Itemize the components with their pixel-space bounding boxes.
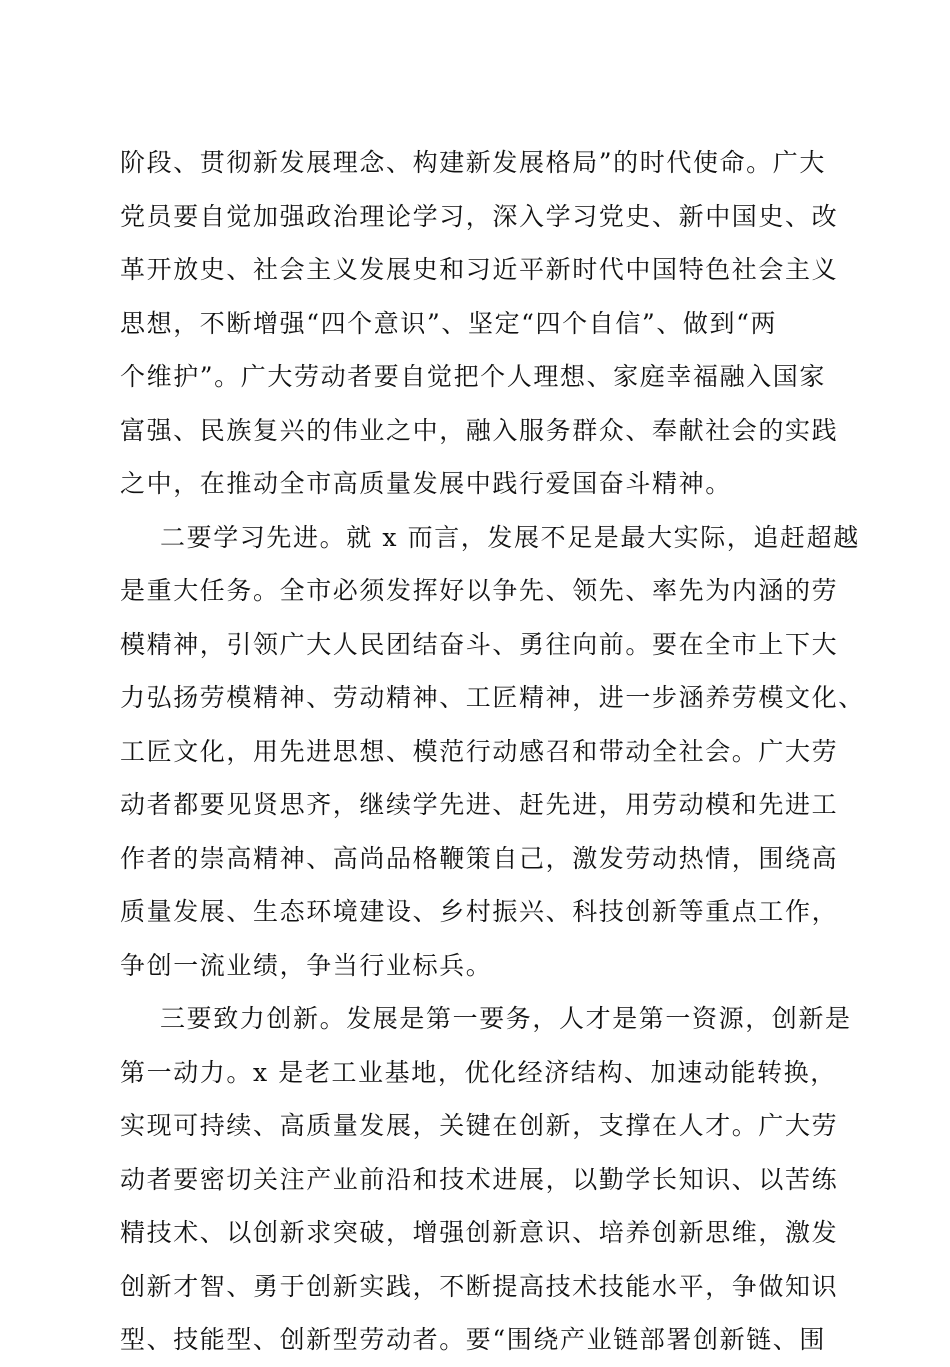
text-line: 二要学习先进。就 x 而言，发展不足是最大实际，追赶超越 — [160, 522, 860, 552]
text-line: 三要致力创新。发展是第一要务，人才是第一资源，创新是 — [160, 1004, 852, 1033]
text-line: 作者的崇高精神、高尚品格鞭策自己，激发劳动热情，围绕高 — [120, 843, 839, 873]
text-line: 工匠文化，用先进思想、模范行动感召和带动全社会。广大劳 — [120, 736, 839, 766]
text-line: 之中，在推动全市高质量发展中践行爱国奋斗精神。 — [120, 469, 732, 498]
text-line: 模精神，引领广大人民团结奋斗、勇往向前。要在全市上下大 — [120, 629, 839, 659]
text-line: 富强、民族复兴的伟业之中，融入服务群众、奉献社会的实践 — [120, 415, 839, 445]
text-line: 力弘扬劳模精神、劳动精神、工匠精神，进一步涵养劳模文化、 — [120, 683, 865, 712]
text-line: 思想，不断增强“四个意识”、坚定“四个自信”、做到“两 — [120, 308, 778, 338]
paragraph-1 — [120, 136, 839, 511]
paragraph-3 — [120, 992, 852, 1367]
text-line: 精技术、以创新求突破，增强创新意识、培养创新思维，激发 — [120, 1218, 839, 1247]
text-line: 动者要密切关注产业前沿和技术进展，以勤学长知识、以苦练 — [120, 1164, 839, 1194]
text-line: 个维护”。广大劳动者要自觉把个人理想、家庭幸福融入国家 — [120, 362, 826, 391]
text-line: 是重大任务。全市必须发挥好以争先、领先、率先为内涵的劳 — [120, 576, 839, 605]
text-line: 创新才智、勇于创新实践，不断提高技术技能水平，争做知识 — [120, 1271, 839, 1301]
text-line: 质量发展、生态环境建设、乡村振兴、科技创新等重点工作， — [120, 897, 839, 926]
text-line: 争创一流业绩，争当行业标兵。 — [120, 950, 493, 980]
text-line: 第一动力。x 是老工业基地，优化经济结构、加速动能转换， — [120, 1057, 837, 1087]
document-body — [120, 136, 865, 1367]
text-line: 型、技能型、创新型劳动者。要“围绕产业链部署创新链、围 — [120, 1325, 826, 1354]
text-line: 动者都要见贤思齐，继续学先进、赶先进，用劳动模和先进工 — [120, 790, 839, 819]
text-line: 党员要自觉加强政治理论学习，深入学习党史、新中国史、改 — [120, 201, 839, 231]
text-line: 实现可持续、高质量发展，关键在创新，支撑在人才。广大劳 — [120, 1111, 839, 1140]
paragraph-2 — [120, 511, 865, 993]
text-line: 革开放史、社会主义发展史和习近平新时代中国特色社会主义 — [120, 255, 839, 284]
text-line: 阶段、贯彻新发展理念、构建新发展格局”的时代使命。广大 — [120, 148, 826, 177]
